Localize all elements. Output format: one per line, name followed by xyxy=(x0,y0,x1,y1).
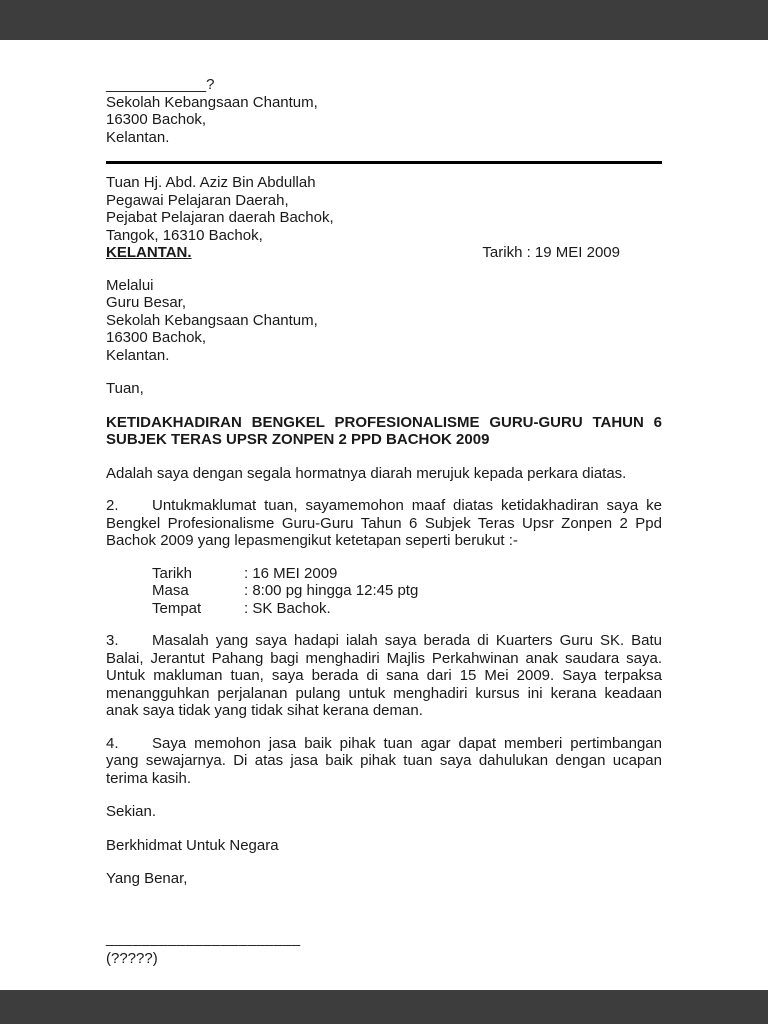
via-address-block xyxy=(106,277,662,365)
signature-area xyxy=(106,930,662,968)
via-label-line: Melalui xyxy=(106,276,154,294)
paragraph-4 xyxy=(106,735,662,788)
paragraph-4-text: Saya memohon jasa baik pihak tuan agar dapat memberi pertimbangan yang sewajarnya. Di atas jasa baik pihak tuan saya dahulukan dengan ucapan terima kasih. xyxy=(106,734,662,787)
scan-top-border xyxy=(0,0,768,40)
salutation: Tuan, xyxy=(106,380,144,397)
signature-line: ______________________ xyxy=(106,929,301,947)
detail-value-tempat: : SK Bachok. xyxy=(244,599,331,617)
detail-value-tarikh: : 16 MEI 2009 xyxy=(244,564,338,582)
via-state-line: Kelantan. xyxy=(106,346,170,364)
paragraph-3-number: 3. xyxy=(106,632,119,649)
detail-value-masa: : 8:00 pg hingga 12:45 ptg xyxy=(244,582,419,599)
detail-label-tarikh: Tarikh xyxy=(152,564,193,582)
event-details-block xyxy=(152,565,662,618)
recipient-address-line: Tangok, 16310 Bachok, xyxy=(106,226,263,244)
sender-school-line: Sekolah Kebangsaan Chantum, xyxy=(106,93,318,111)
sender-placeholder-line: ____________? xyxy=(106,76,215,93)
paragraph-2 xyxy=(106,497,662,550)
subject-heading: KETIDAKHADIRAN BENGKEL PROFESIONALISME GURU-GURU TAHUN 6 SUBJEK TERAS UPSR ZONPEN 2 PPD BACHOK 2009 xyxy=(106,413,662,448)
recipient-office-line: Pejabat Pelajaran daerah Bachok, xyxy=(106,209,334,226)
detail-row-tempat xyxy=(152,600,662,618)
paragraph-1: Adalah saya dengan segala hormatnya diarah merujuk kepada perkara diatas. xyxy=(106,464,627,482)
sender-address-block xyxy=(106,76,662,146)
paragraph-2-text: Untukmaklumat tuan, sayamemohon maaf diatas ketidakhadiran saya ke Bengkel Profesionalisme Guru-Guru Tahun 6 Subjek Teras Upsr Zonpen 2 Ppd Bachok 2009 yang lepasmengikut ketetapan seperti berukut :- xyxy=(106,497,662,549)
detail-row-masa xyxy=(152,582,662,600)
state-and-date-row xyxy=(106,244,662,262)
recipient-state-label: KELANTAN. xyxy=(106,244,192,261)
closing-word: Sekian. xyxy=(106,803,157,820)
paragraph-3 xyxy=(106,632,662,720)
detail-row-tarikh xyxy=(152,565,662,583)
letter-page xyxy=(0,40,768,990)
sender-postcode-line: 16300 Bachok, xyxy=(106,111,207,128)
signoff-line: Yang Benar, xyxy=(106,870,188,887)
signature-name-placeholder: (?????) xyxy=(106,950,158,967)
paragraph-4-number: 4. xyxy=(106,734,119,752)
divider-line xyxy=(106,161,662,164)
detail-label-tempat: Tempat xyxy=(152,599,202,617)
recipient-name-line: Tuan Hj. Abd. Aziz Bin Abdullah xyxy=(106,174,316,191)
via-school-line: Sekolah Kebangsaan Chantum, xyxy=(106,311,318,329)
paragraph-2-number: 2. xyxy=(106,497,119,514)
via-postcode-line: 16300 Bachok, xyxy=(106,329,207,346)
scan-bottom-border xyxy=(0,990,768,1024)
sender-state-line: Kelantan. xyxy=(106,128,170,146)
letter-date: Tarikh : 19 MEI 2009 xyxy=(482,244,620,261)
recipient-title-line: Pegawai Pelajaran Daerah, xyxy=(106,191,289,209)
recipient-address-block xyxy=(106,174,662,262)
paragraph-3-text: Masalah yang saya hadapi ialah saya berada di Kuarters Guru SK. Batu Balai, Jerantut Pahang bagi menghadiri Majlis Perkahwinan anak saudara saya. Untuk makluman tuan, saya berada di sana dari 15 Mei 2009. Saya terpaksa menangguhkan perjalanan pulang untuk menghadiri kursus ini kerana keadaan anak saya tidak yang tidak sihat kerana deman. xyxy=(106,632,662,719)
via-headmaster-line: Guru Besar, xyxy=(106,294,187,311)
motto-line: Berkhidmat Untuk Negara xyxy=(106,836,279,854)
detail-label-masa: Masa xyxy=(152,582,189,599)
